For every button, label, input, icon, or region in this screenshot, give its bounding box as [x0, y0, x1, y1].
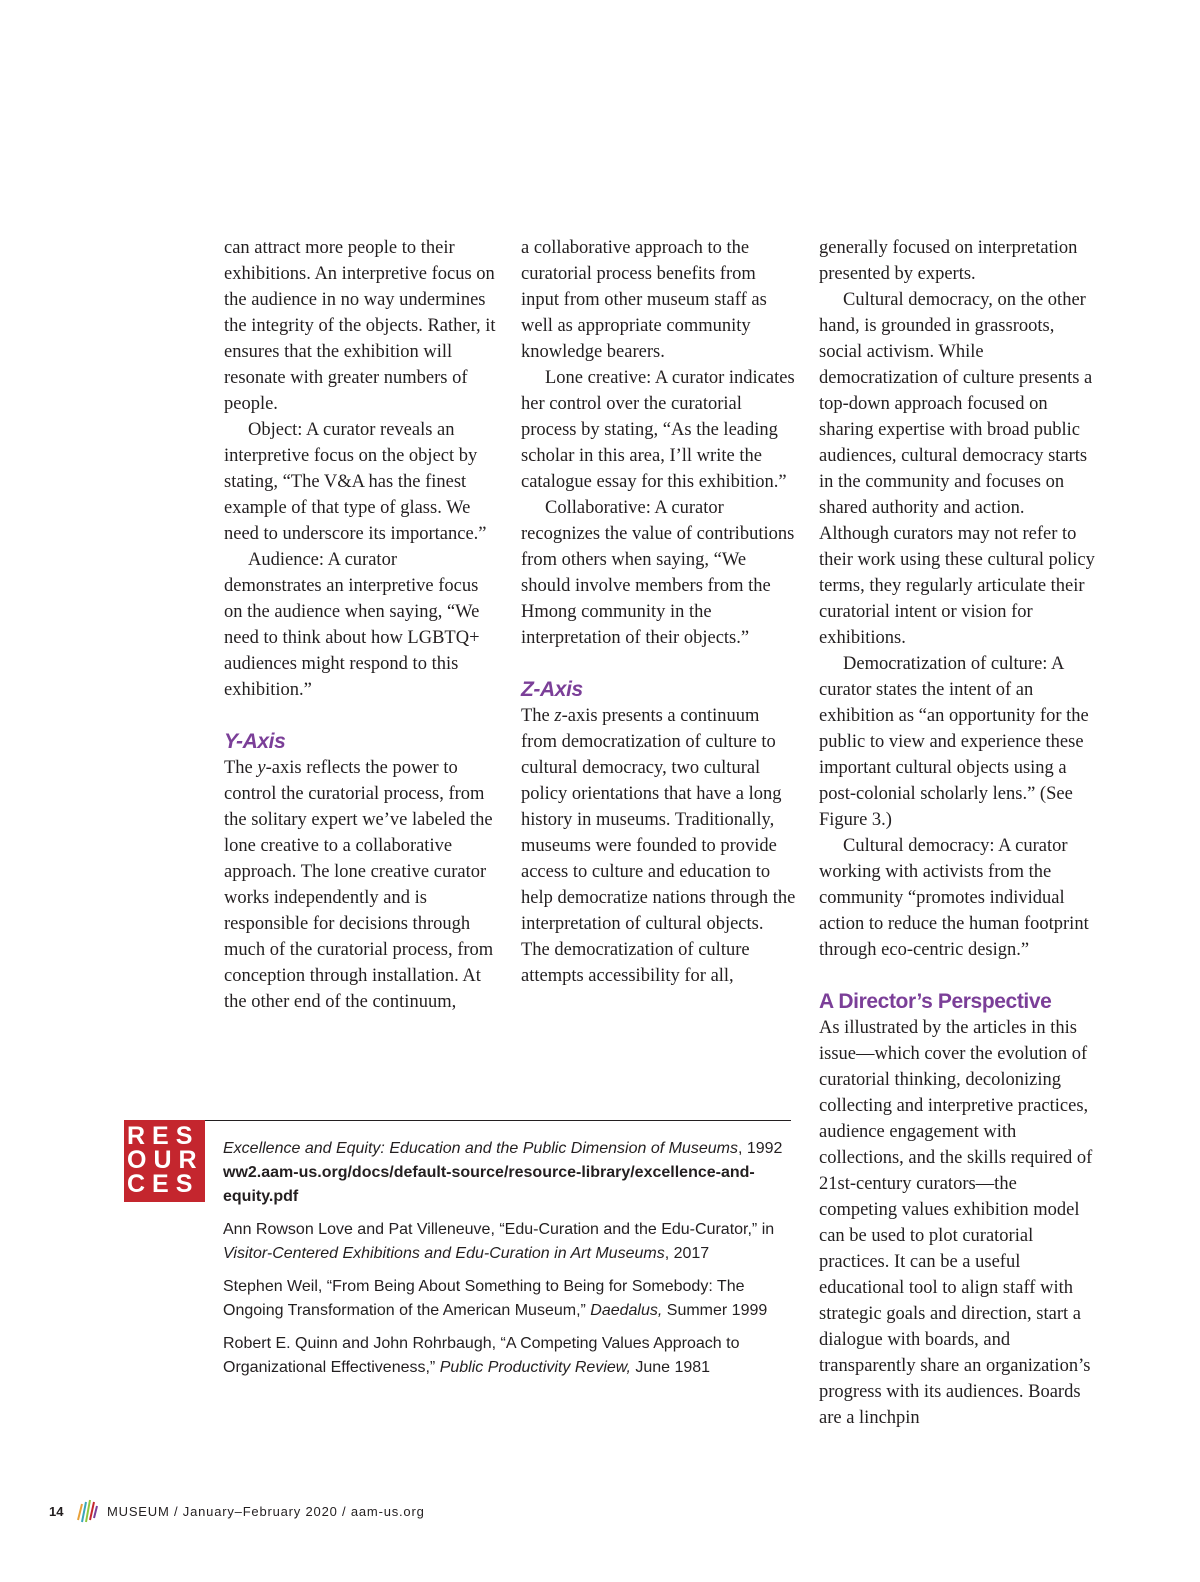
section-heading-y-axis: Y-Axis — [224, 730, 286, 753]
resources-badge-line: OUR — [127, 1146, 204, 1174]
resources-badge — [124, 1120, 205, 1202]
section-heading-directors-perspective: A Director’s Perspective — [819, 990, 1052, 1013]
text-column-3 — [819, 235, 1097, 1431]
resource-title: Excellence and Equity: Education and the Public Dimension of Museums — [223, 1140, 738, 1157]
paragraph: Lone creative: A curator indicates her control over the curatorial process by stating, “As the leading scholar in this area, I’ll write the catalogue essay for this exhibition.” — [521, 368, 795, 492]
resources-list — [223, 1137, 795, 1389]
resources-divider — [205, 1120, 791, 1121]
section-heading-z-axis: Z-Axis — [521, 678, 583, 701]
paragraph: Cultural democracy, on the other hand, is grounded in grassroots, social activism. While democratization of culture presents a top-down approach focused on sharing expertise with broad public audiences, cultural democracy starts in the community and focuses on shared authority and action. Although curators may not refer to their work using these cultural policy terms, they regularly articulate their curatorial intent or vision for exhibitions. — [819, 290, 1095, 648]
resource-link[interactable]: ww2.aam-us.org/docs/default-source/resource-library/excellence-and-equity.pdf — [223, 1164, 755, 1205]
paragraph: As illustrated by the articles in this issue—which cover the evolution of curatorial thinking, decolonizing collecting and interpretive practices, audience engagement with collections, and the skills required of 21st-century curators—the competing values exhibition model can be used to plot curatorial practices. It can be a useful educational tool to align staff with strategic goals and direction, start a dialogue with boards, and transparently share an organization’s progress with its audiences. Boards are a linchpin — [819, 1018, 1093, 1428]
text-column-2 — [521, 235, 796, 989]
resource-item: Robert E. Quinn and John Rohrbaugh, “A Competing Values Approach to Organizational Effectiveness,” Public Productivity Review, June 1981 — [223, 1335, 740, 1376]
paragraph: generally focused on interpretation presented by experts. — [819, 238, 1078, 284]
paragraph: a collaborative approach to the curatorial process benefits from input from other museum staff as well as appropriate community knowledge bearers. — [521, 238, 767, 362]
resource-item: Stephen Weil, “From Being About Something to Being for Somebody: The Ongoing Transformation of the American Museum,” Daedalus, Summer 1999 — [223, 1278, 768, 1319]
paragraph: The z-axis presents a continuum from democratization of culture to cultural democracy, two cultural policy orientations that have a long history in museums. Traditionally, museums were founded to provide access to culture and education to help democratize nations through the interpretation of cultural objects. The democratization of culture attempts accessibility for all, — [521, 706, 796, 986]
paragraph: can attract more people to their exhibitions. An interpretive focus on the audience in no way undermines the integrity of the objects. Rather, it ensures that the exhibition will resonate with greater numbers of people. — [224, 238, 496, 414]
resources-badge-line: CES — [127, 1170, 200, 1198]
text-column-1 — [224, 235, 499, 1015]
page-number: 14 — [49, 1504, 64, 1519]
paragraph: Object: A curator reveals an interpretive focus on the object by stating, “The V&A has the finest example of that type of glass. We need to underscore its importance.” — [224, 420, 487, 544]
paragraph: Audience: A curator demonstrates an interpretive focus on the audience when saying, “We need to think about how LGBTQ+ audiences might respond to this exhibition.” — [224, 550, 480, 700]
resource-item: Excellence and Equity: Education and the Public Dimension of Museums, 1992 ww2.aam-us.org/docs/default-source/resource-library/excellence-and-equity.pdf — [223, 1140, 783, 1205]
paragraph: The y-axis reflects the power to control the curatorial process, from the solitary expert we’ve labeled the lone creative to a collaborative approach. The lone creative curator works independently and is responsible for decisions through much of the curatorial process, from conception through installation. At the other end of the continuum, — [224, 758, 494, 1012]
museum-logo-icon — [75, 1498, 99, 1524]
resources-badge-line: RES — [127, 1122, 200, 1150]
paragraph: Cultural democracy: A curator working with activists from the community “promotes individual action to reduce the human footprint through eco-centric design.” — [819, 836, 1089, 960]
resource-item: Ann Rowson Love and Pat Villeneuve, “Edu-Curation and the Edu-Curator,” in Visitor-Centered Exhibitions and Edu-Curation in Art Museums, 2017 — [223, 1221, 775, 1262]
paragraph: Collaborative: A curator recognizes the value of contributions from others when saying, “We should involve members from the Hmong community in the interpretation of their objects.” — [521, 498, 795, 648]
publication-info: MUSEUM / January–February 2020 / aam-us.org — [107, 1504, 425, 1519]
paragraph: Democratization of culture: A curator states the intent of an exhibition as “an opportunity for the public to view and experience these important cultural objects using a post-colonial scholarly lens.” (See Figure 3.) — [819, 654, 1089, 830]
